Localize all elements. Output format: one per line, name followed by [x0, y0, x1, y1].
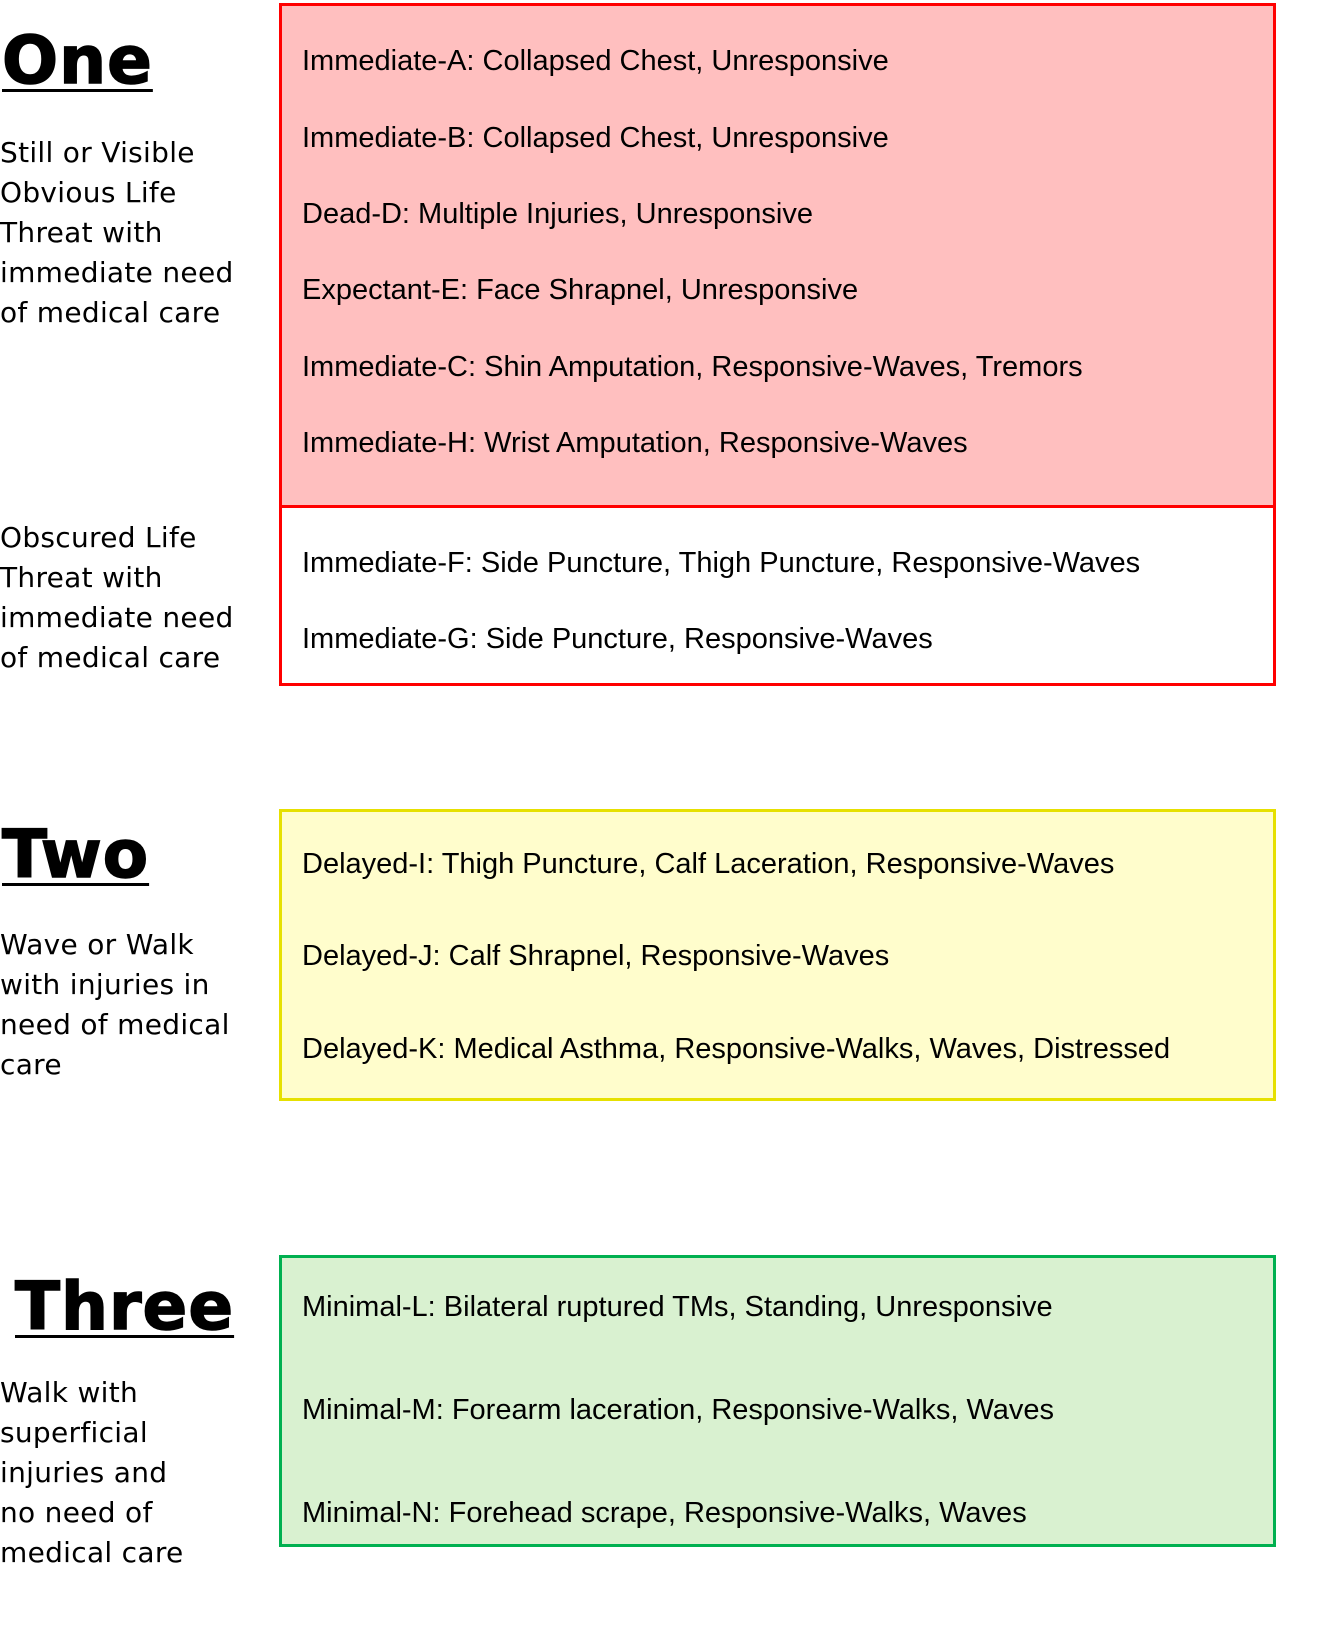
category-heading-three: Three [15, 1268, 235, 1345]
casualty-item-immediate-c: Immediate-C: Shin Amputation, Responsive-Waves, Tremors [302, 351, 1083, 383]
category-two-description: Wave or Walk with injuries in need of medical care [0, 928, 230, 1081]
category-heading-one: One [2, 22, 153, 99]
immediate-visible-threat-box [279, 3, 1276, 507]
category-one-visible-threat-description: Still or Visible Obvious Life Threat with immediate need of medical care [0, 136, 234, 329]
casualty-item-minimal-m: Minimal-M: Forearm laceration, Responsive-Walks, Waves [302, 1394, 1055, 1426]
immediate-obscured-threat-box [279, 505, 1276, 686]
casualty-item-dead-d: Dead-D: Multiple Injuries, Unresponsive [302, 198, 813, 230]
casualty-item-delayed-k: Delayed-K: Medical Asthma, Responsive-Walks, Waves, Distressed [302, 1033, 1171, 1065]
casualty-item-immediate-g: Immediate-G: Side Puncture, Responsive-Waves [302, 623, 933, 655]
casualty-item-expectant-e: Expectant-E: Face Shrapnel, Unresponsive [302, 274, 859, 306]
casualty-item-immediate-a: Immediate-A: Collapsed Chest, Unresponsive [302, 45, 889, 77]
casualty-item-immediate-f: Immediate-F: Side Puncture, Thigh Puncture, Responsive-Waves [302, 547, 1141, 579]
category-three-description: Walk with superficial injuries and no need of medical care [0, 1376, 184, 1569]
delayed-box [279, 809, 1276, 1101]
category-one-obscured-threat-description: Obscured Life Threat with immediate need of medical care [0, 521, 234, 674]
casualty-item-delayed-j: Delayed-J: Calf Shrapnel, Responsive-Waves [302, 940, 890, 972]
casualty-item-delayed-i: Delayed-I: Thigh Puncture, Calf Laceration, Responsive-Waves [302, 848, 1115, 880]
casualty-item-minimal-l: Minimal-L: Bilateral ruptured TMs, Standing, Unresponsive [302, 1291, 1053, 1323]
casualty-item-minimal-n: Minimal-N: Forehead scrape, Responsive-Walks, Waves [302, 1497, 1027, 1529]
category-heading-two: Two [2, 816, 150, 893]
casualty-item-immediate-h: Immediate-H: Wrist Amputation, Responsive-Waves [302, 427, 968, 459]
minimal-box [279, 1255, 1276, 1547]
casualty-item-immediate-b: Immediate-B: Collapsed Chest, Unresponsive [302, 122, 889, 154]
